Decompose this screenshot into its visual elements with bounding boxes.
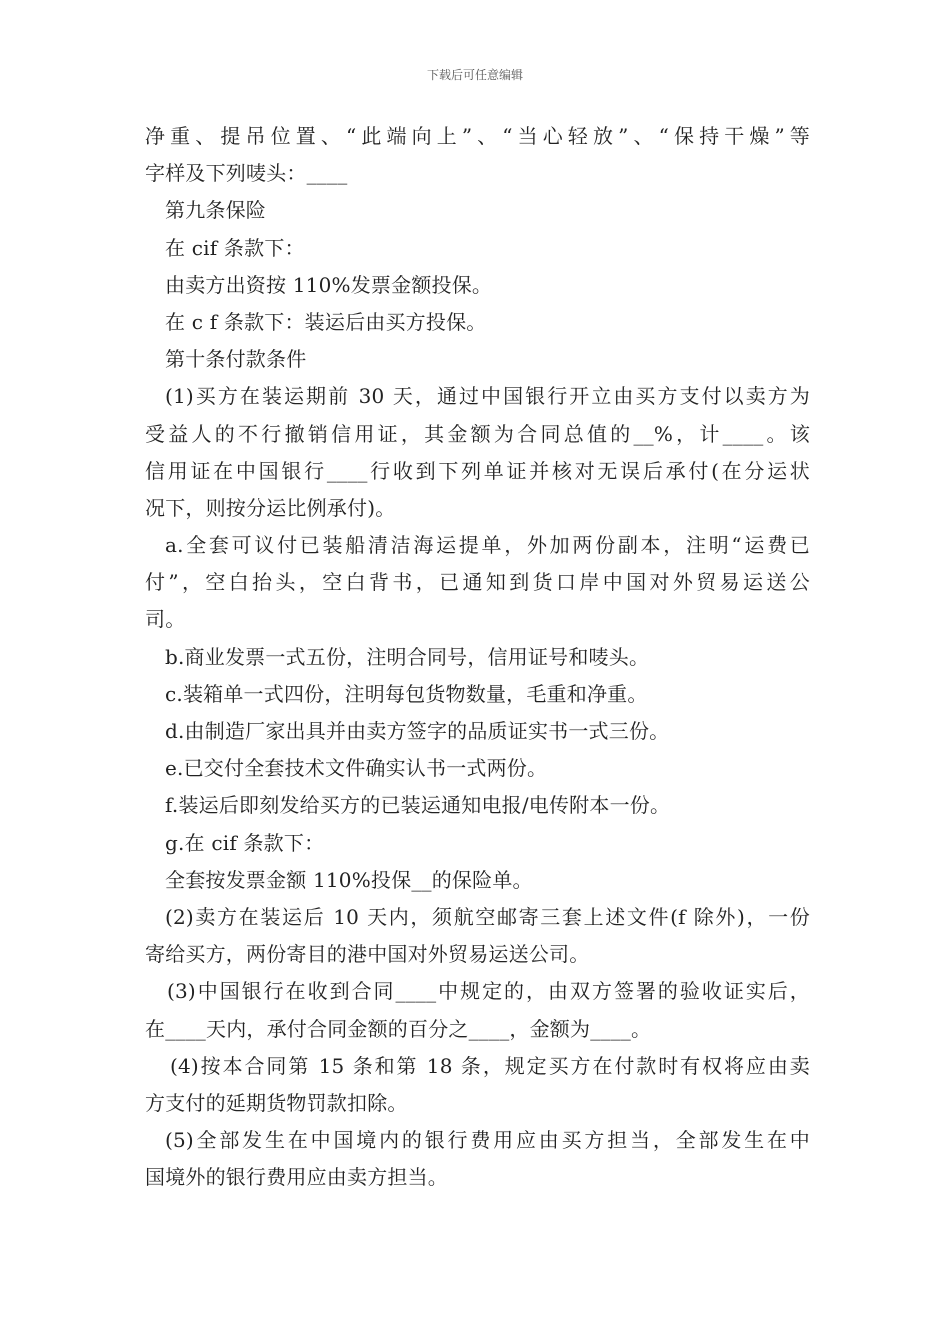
text-line: 净重、提吊位置、“此端向上”、“当心轻放”、“保持干燥”等 <box>145 124 810 148</box>
text-line: (2)卖方在装运后 10 天内，须航空邮寄三套上述文件(f 除外)，一份 <box>165 904 810 929</box>
page-header: 下载后可任意编辑 <box>426 68 523 82</box>
text-line: 字样及下列唛头：____ <box>145 161 348 186</box>
text-line: (4)按本合同第 15 条和第 18 条，规定买方在付款时有权将应由卖 <box>170 1053 810 1078</box>
text-line: 在 c f 条款下：装运后由买方投保。 <box>165 309 487 334</box>
text-line: 受益人的不行撤销信用证，其金额为合同总值的__%，计____。该 <box>145 421 810 446</box>
text-line: f.装运后即刻发给买方的已装运通知电报/电传附本一份。 <box>165 793 671 818</box>
text-line: b.商业发票一式五份，注明合同号，信用证号和唛头。 <box>165 644 650 669</box>
text-line: g.在 cif 条款下： <box>165 830 325 855</box>
section-heading: 第九条保险 <box>165 198 266 223</box>
document-body <box>145 118 810 1196</box>
text-line: (3)中国银行在收到合同____中规定的，由双方签署的验收证实后， <box>167 979 810 1004</box>
text-line: 付”，空白抬头，空白背书，已通知到货口岸中国对外贸易运送公 <box>145 570 810 595</box>
text-line: 司。 <box>145 607 186 632</box>
text-line: 况下，则按分运比例承付)。 <box>145 495 396 520</box>
text-line: (5)全部发生在中国境内的银行费用应由买方担当，全部发生在中 <box>165 1128 810 1153</box>
text-line: d.由制造厂家出具并由卖方签字的品质证实书一式三份。 <box>165 719 670 743</box>
text-line: 方支付的延期货物罚款扣除。 <box>145 1090 408 1115</box>
text-line: (1)买方在装运期前 30 天，通过中国银行开立由买方支付以卖方为 <box>165 384 810 409</box>
text-line: 国境外的银行费用应由卖方担当。 <box>145 1165 448 1190</box>
text-line: 全套按发票金额 110%投保__的保险单。 <box>165 867 533 892</box>
text-line: e.已交付全套技术文件确实认书一式两份。 <box>165 756 548 781</box>
text-line: 信用证在中国银行____行收到下列单证并核对无误后承付(在分运状 <box>145 458 810 483</box>
text-line: a.全套可议付已装船清洁海运提单，外加两份副本，注明“运费已 <box>165 533 810 558</box>
text-line: 寄给买方，两份寄目的港中国对外贸易运送公司。 <box>145 942 590 967</box>
section-heading: 第十条付款条件 <box>165 347 307 372</box>
text-line: 在____天内，承付合同金额的百分之____，金额为____。 <box>145 1016 652 1041</box>
text-line: 在 cif 条款下： <box>165 235 305 260</box>
text-line: c.装箱单一式四份，注明每包货物数量，毛重和净重。 <box>165 681 648 706</box>
text-line: 由卖方出资按 110%发票金额投保。 <box>165 272 493 297</box>
